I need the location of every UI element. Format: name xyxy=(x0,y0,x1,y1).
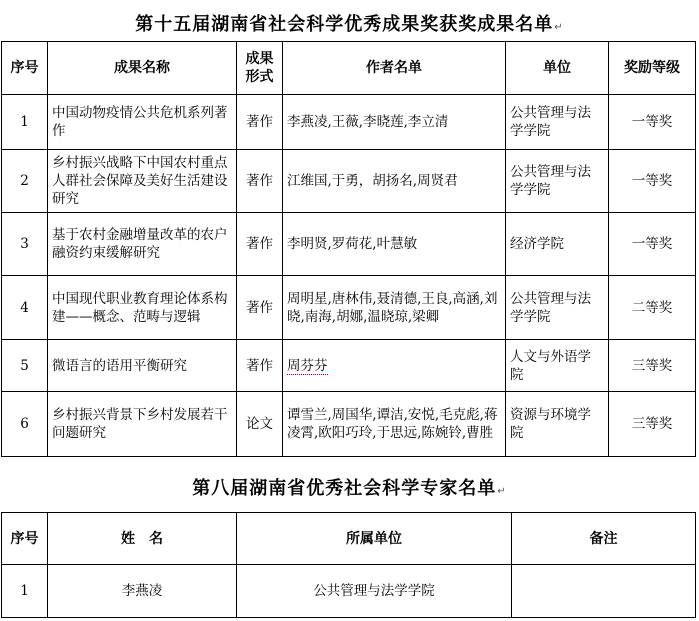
row-level: 一等奖 xyxy=(609,95,696,150)
row-authors: 谭雪兰,周国华,谭洁,安悦,毛克彪,蒋凌霄,欧阳巧玲,于思远,陈婉铃,曹胜 xyxy=(283,392,506,457)
row-unit: 公共管理与法学学院 xyxy=(506,95,609,150)
row-name: 微语言的语用平衡研究 xyxy=(48,340,237,392)
table-row xyxy=(2,392,696,457)
row-no: 4 xyxy=(2,276,48,340)
row-level: 三等奖 xyxy=(609,340,696,392)
row-unit: 资源与环境学院 xyxy=(506,392,609,457)
row-level: 一等奖 xyxy=(609,213,696,276)
row-no: 1 xyxy=(2,565,48,618)
row-authors: 江维国,于勇，胡扬名,周贤君 xyxy=(283,150,506,213)
expert-table-header xyxy=(2,513,696,565)
row-unit: 人文与外语学院 xyxy=(506,340,609,392)
row-name: 乡村振兴战略下中国农村重点人群社会保障及美好生活建设研究 xyxy=(48,150,237,213)
table-row xyxy=(2,95,696,150)
table-row xyxy=(2,150,696,213)
row-unit: 公共管理与法学学院 xyxy=(506,276,609,340)
row-level: 三等奖 xyxy=(609,392,696,457)
row-name: 乡村振兴背景下乡村发展若干问题研究 xyxy=(48,392,237,457)
row-form: 论文 xyxy=(237,392,283,457)
table-row xyxy=(2,565,696,618)
header-note: 备注 xyxy=(512,513,696,565)
award-table-header xyxy=(2,42,696,95)
header-unit: 所属单位 xyxy=(237,513,512,565)
row-unit: 公共管理与法学学院 xyxy=(506,150,609,213)
row-name: 中国动物疫情公共危机系列著作 xyxy=(48,95,237,150)
header-unit: 单位 xyxy=(506,42,609,95)
table-row xyxy=(2,213,696,276)
header-form: 成果形式 xyxy=(237,42,283,95)
row-authors: 李燕凌,王薇,李晓莲,李立清 xyxy=(283,95,506,150)
award-table xyxy=(1,41,696,457)
row-level: 二等奖 xyxy=(609,276,696,340)
table-row xyxy=(2,276,696,340)
row-form: 著作 xyxy=(237,276,283,340)
row-authors: 李明贤,罗荷花,叶慧敏 xyxy=(283,213,506,276)
row-form: 著作 xyxy=(237,340,283,392)
award-list-title: 第十五届湖南省社会科学优秀成果奖获奖成果名单↵ xyxy=(135,14,564,35)
row-name: 中国现代职业教育理论体系构建——概念、范畴与逻辑 xyxy=(48,276,237,340)
row-no: 3 xyxy=(2,213,48,276)
row-no: 2 xyxy=(2,150,48,213)
header-level: 奖励等级 xyxy=(609,42,696,95)
row-level: 一等奖 xyxy=(609,150,696,213)
expert-list-title: 第八届湖南省优秀社会科学专家名单↵ xyxy=(192,478,507,499)
row-no: 1 xyxy=(2,95,48,150)
row-form: 著作 xyxy=(237,150,283,213)
header-authors: 作者名单 xyxy=(283,42,506,95)
row-form: 著作 xyxy=(237,213,283,276)
header-no: 序号 xyxy=(2,42,48,95)
row-form: 著作 xyxy=(237,95,283,150)
row-no: 5 xyxy=(2,340,48,392)
table-row xyxy=(2,340,696,392)
row-authors: 周芬芬 xyxy=(283,340,506,392)
row-unit: 公共管理与法学学院 xyxy=(237,565,512,618)
row-authors: 周明星,唐林伟,聂清德,王良,高涵,刘晓,南海,胡娜,温晓琼,梁卿 xyxy=(283,276,506,340)
header-name: 姓 名 xyxy=(48,513,237,565)
row-name: 基于农村金融增量改革的农户融资约束缓解研究 xyxy=(48,213,237,276)
row-name: 李燕凌 xyxy=(48,565,237,618)
header-no: 序号 xyxy=(2,513,48,565)
row-unit: 经济学院 xyxy=(506,213,609,276)
row-no: 6 xyxy=(2,392,48,457)
row-note xyxy=(512,565,696,618)
expert-table xyxy=(1,512,696,618)
header-name: 成果名称 xyxy=(48,42,237,95)
